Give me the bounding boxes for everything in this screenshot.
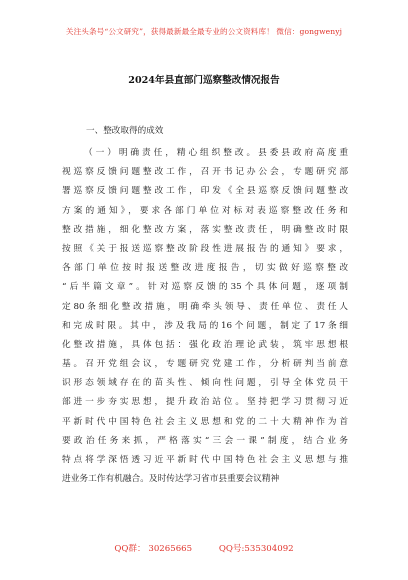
paragraph-line: 部进一步夯实思想，提升政治站位。坚持把学习贯彻习近 [62,397,348,408]
paragraph-line: 方案的通知》，要求各部门单位对标对表巡察整改任务和 [62,205,348,216]
paragraph-line: 署巡察反馈问题整改工作，印发《全县巡察反馈问题整改 [62,186,348,197]
paragraph-line: 特点将学深悟透习近平新时代中国特色社会主义思想与推 [62,455,348,465]
qq-account-number: QQ号:535304092 [218,544,294,554]
paragraph-line: 进业务工作有机融合。及时传达学习省市县重要会议精神 [62,474,280,485]
paragraph-line: 整改措施，细化整改方案，落实整改责任，明确整改时限 [62,224,348,235]
paragraph-line: 化整改措施，具体包括：强化政治理论武装，筑牢思想根 [62,339,348,350]
document-title: 2024年县直部门巡察整改情况报告 [128,75,280,86]
contact-footer [0,542,408,554]
paragraph-line: 各部门单位按时报送整改进度报告，切实做好巡察整改 [62,263,348,274]
qq-group-number: QQ群： 30265665 [114,544,193,554]
document-body [62,144,348,489]
section-heading: 一、整改取得的成效 [86,126,164,136]
paragraph-line: 识形态领域存在的苗头性、倾向性问题，引导全体党员干 [62,378,348,389]
paragraph-line: 定80条细化整改措施，明确牵头领导、责任单位、责任人 [62,301,348,312]
paragraph-line: 要政治任务来抓，严格落实“三会一课”制度，结合业务 [62,435,348,446]
paragraph-line: （一）明确责任，精心组织整改。县委县政府高度重 [84,148,348,158]
paragraph-line: 和完成时限。其中，涉及我局的16个问题，制定了17条细 [62,320,348,331]
promo-header: 关注头条号“公文研究”，获得最新最全最专业的公文资料库！ 微信：gongwenyj [65,27,343,36]
paragraph-line: 视巡察反馈问题整改工作，召开书记办公会，专题研究部 [62,167,348,178]
paragraph-line: 基。召开党组会议，专题研究党建工作，分析研判当前意 [62,359,348,370]
paragraph-line: 按照《关于报送巡察整改阶段性进展报告的通知》要求， [62,243,348,254]
paragraph-line: 平新时代中国特色社会主义思想和党的二十大精神作为首 [62,416,348,427]
paragraph-line: “后半篇文章”。针对巡察反馈的35个具体问题，逐项制 [62,282,348,293]
